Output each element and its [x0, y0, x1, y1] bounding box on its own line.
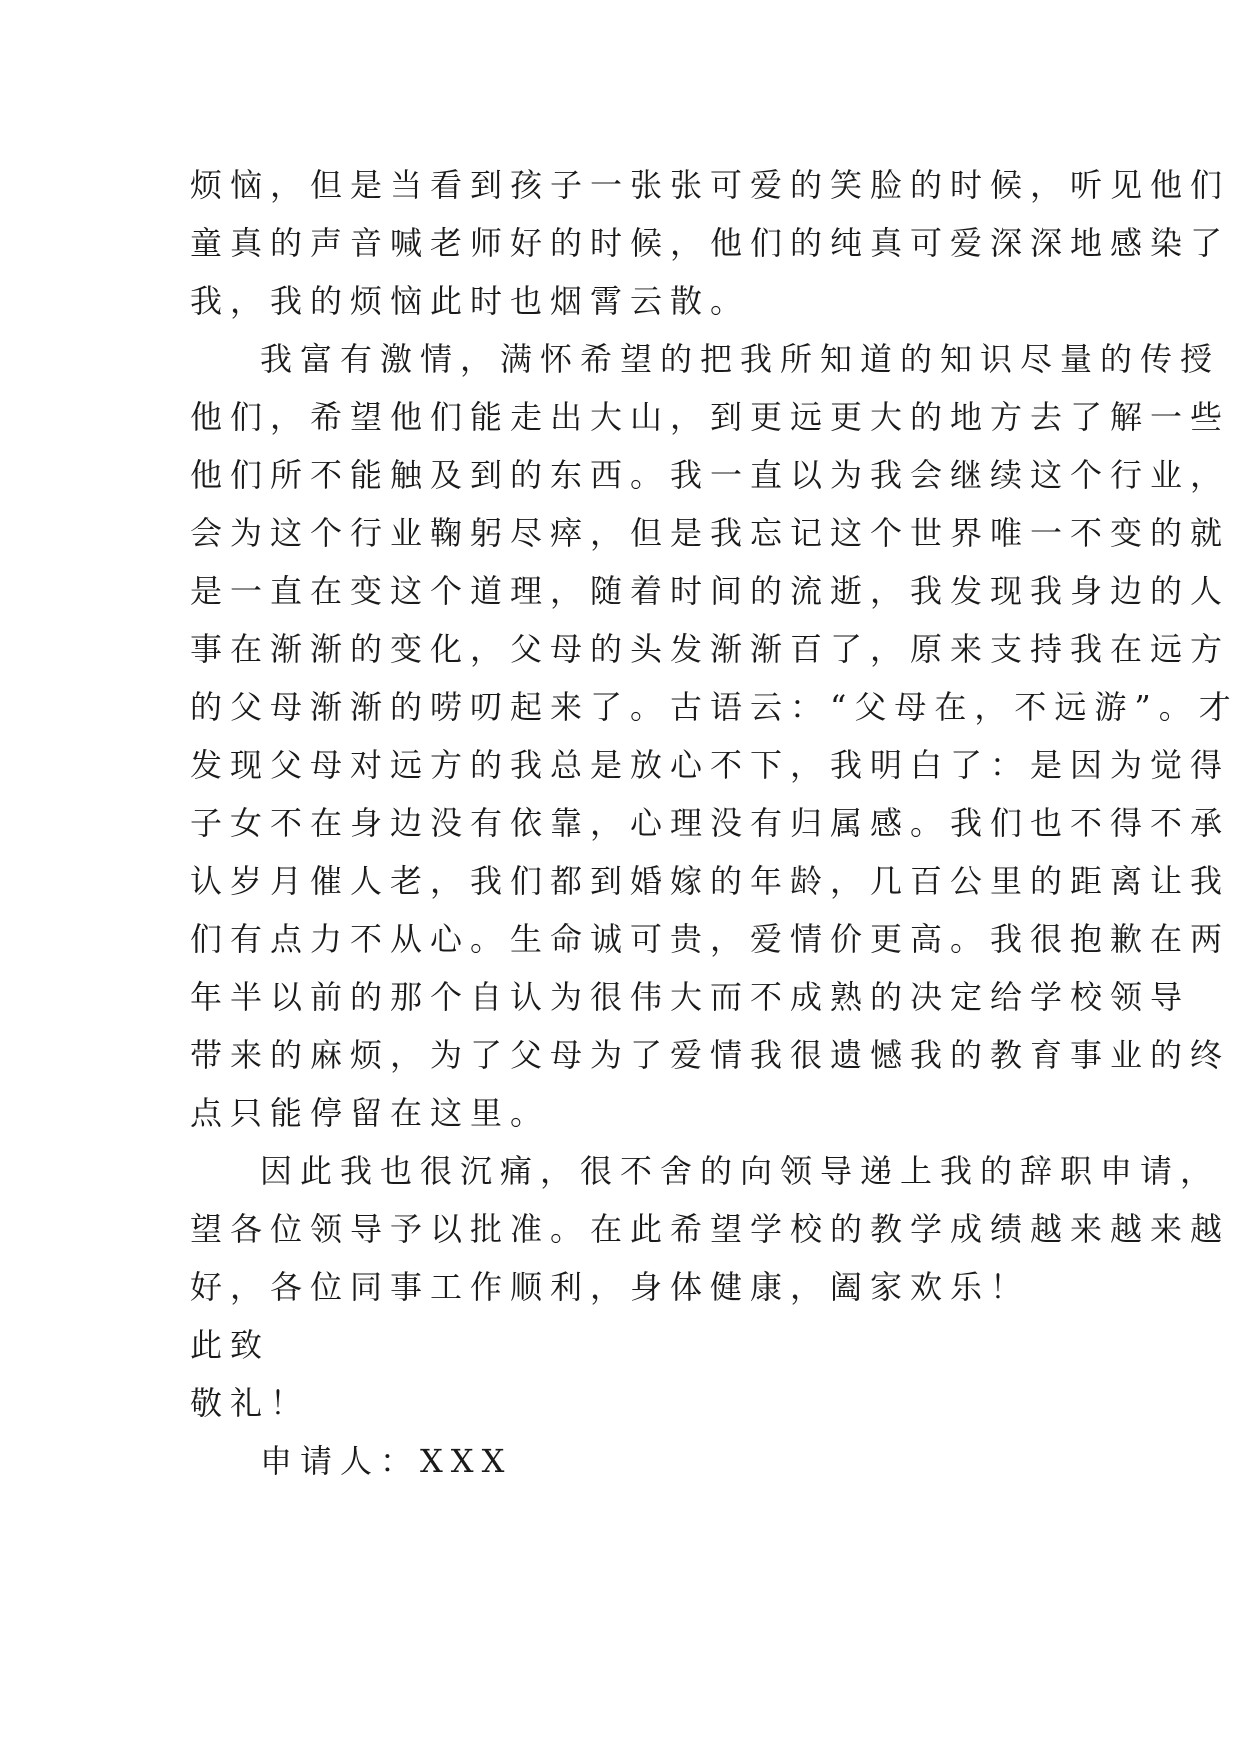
- text-line: 事在渐渐的变化，父母的头发渐渐百了，原来支持我在远方: [190, 630, 1231, 668]
- text-line: 们有点力不从心。生命诚可贵，爱情价更高。我很抱歉在两: [190, 920, 1231, 958]
- text-line: 认岁月催人老，我们都到婚嫁的年龄，几百公里的距离让我: [190, 862, 1231, 900]
- text-line: 童真的声音喊老师好的时候，他们的纯真可爱深深地感染了: [190, 224, 1231, 262]
- text-line: 望各位领导予以批准。在此希望学校的教学成绩越来越来越: [190, 1210, 1231, 1248]
- text-line: 会为这个行业鞠躬尽瘁，但是我忘记这个世界唯一不变的就: [190, 514, 1231, 552]
- text-line: 点只能停留在这里。: [190, 1094, 551, 1132]
- text-line: 年半以前的那个自认为很伟大而不成熟的决定给学校领导: [190, 978, 1191, 1016]
- paragraph-start-line: 因此我也很沉痛，很不舍的向领导递上我的辞职申请，: [260, 1152, 1221, 1190]
- text-line: 好，各位同事工作顺利，身体健康，阖家欢乐！: [190, 1268, 1031, 1306]
- text-line: 子女不在身边没有依靠，心理没有归属感。我们也不得不承: [190, 804, 1231, 842]
- letter-body: [190, 156, 1239, 1490]
- text-line: 他们，希望他们能走出大山，到更远更大的地方去了解一些: [190, 398, 1231, 436]
- text-line: 他们所不能触及到的东西。我一直以为我会继续这个行业，: [190, 456, 1231, 494]
- closing-regards: 敬礼！: [190, 1384, 311, 1422]
- text-line: 带来的麻烦，为了父母为了爱情我很遗憾我的教育事业的终: [190, 1036, 1231, 1074]
- closing-salutation: 此致: [190, 1326, 271, 1364]
- text-line: 我，我的烦恼此时也烟霄云散。: [190, 282, 751, 320]
- text-line: 烦恼，但是当看到孩子一张张可爱的笑脸的时候，听见他们: [190, 166, 1231, 204]
- text-line: 是一直在变这个道理，随着时间的流逝，我发现我身边的人: [190, 572, 1231, 610]
- applicant-signature: 申请人：XXX: [260, 1442, 513, 1480]
- text-line: 的父母渐渐的唠叨起来了。古语云：“父母在，不远游”。才: [190, 688, 1239, 726]
- text-line: 发现父母对远方的我总是放心不下，我明白了：是因为觉得: [190, 746, 1231, 784]
- paragraph-start-line: 我富有激情，满怀希望的把我所知道的知识尽量的传授: [260, 340, 1221, 378]
